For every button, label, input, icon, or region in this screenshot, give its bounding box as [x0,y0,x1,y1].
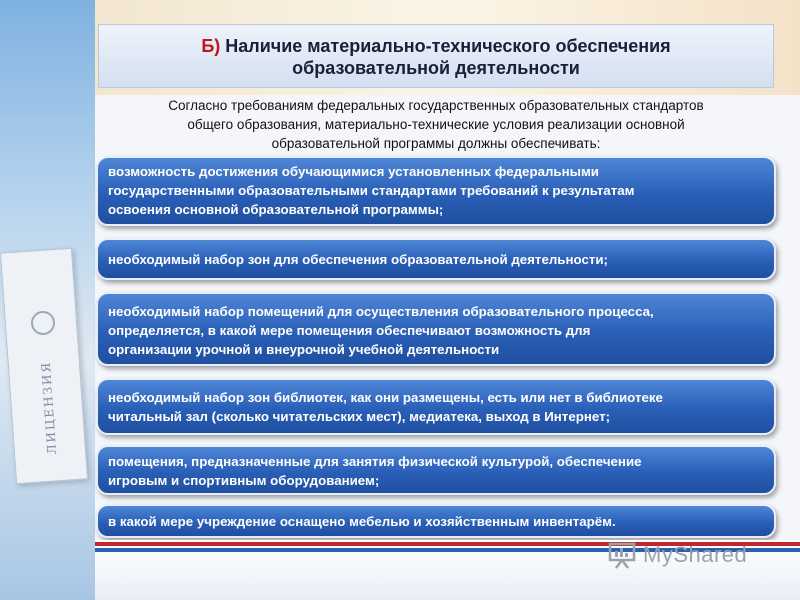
requirement-3-line-2: определяется, в какой мере помещения обеспечивают возможность для [108,323,591,338]
requirement-3-line-3: организации урочной и внеурочной учебной деятельности [108,342,500,357]
title-line-2: образовательной деятельности [292,58,580,78]
requirement-4-line-2: читальный зал (сколько читательских мест), медиатека, выход в Интернет; [108,409,611,424]
slide-title [99,35,773,79]
intro-line-1: Согласно требованиям федеральных государственных образовательных стандартов [168,98,704,113]
title-line-1: Наличие материально-технического обеспечения [225,36,671,56]
requirement-3-line-1: необходимый набор помещений для осуществления образовательного процесса, [108,304,654,319]
requirement-box-6 [96,504,776,538]
license-document-image [0,248,88,484]
requirement-1-line-2: государственными образовательными стандартами требований к результатам [108,183,635,198]
myshared-logo[interactable] [607,540,747,570]
requirement-4-line-1: необходимый набор зон библиотек, как они размещены, есть или нет в библиотеке [108,390,663,405]
slide-header [98,24,774,88]
emblem-icon [30,310,56,336]
presentation-board-icon [607,541,637,569]
requirement-1-line-1: возможность достижения обучающимися установленных федеральными [108,164,599,179]
requirement-box-3 [96,292,776,366]
license-document-word: ЛИЦЕНЗИЯ [38,360,60,455]
logo-text: MyShared [643,542,748,567]
requirement-1-line-3: освоения основной образовательной программы; [108,202,444,217]
intro-line-3: образовательной программы должны обеспечивать: [271,136,601,151]
requirement-5-line-1: помещения, предназначенные для занятия физической культурой, обеспечение [108,454,642,469]
requirement-box-2 [96,238,776,280]
section-marker: Б) [201,36,221,56]
requirement-5-line-2: игровым и спортивным оборудованием; [108,473,380,488]
left-decor-panel [0,0,95,600]
requirement-box-5 [96,445,776,495]
intro-line-2: общего образования, материально-технические условия реализации основной [187,117,685,132]
requirement-box-4 [96,378,776,435]
requirement-box-1 [96,156,776,226]
requirement-2-line-1: необходимый набор зон для обеспечения образовательной деятельности; [108,252,608,267]
requirement-6-line-1: в какой мере учреждение оснащено мебелью и хозяйственным инвентарём. [108,514,616,529]
intro-paragraph [98,96,774,153]
